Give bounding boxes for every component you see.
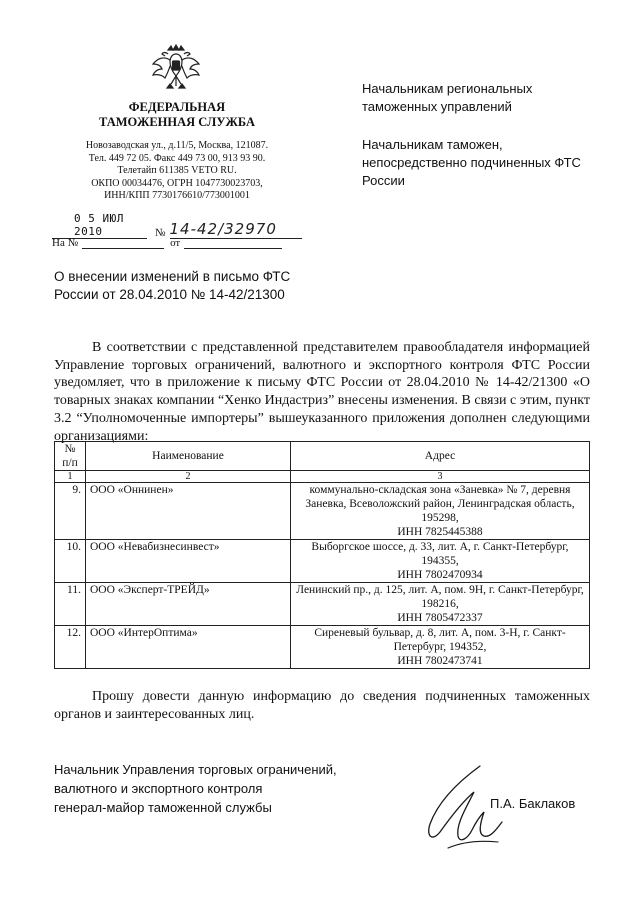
signatory-title-line: валютного и экспортного контроля xyxy=(54,781,263,796)
addressee-regional: Начальникам региональных таможенных управлений xyxy=(362,81,533,114)
letter-body: В соответствии с представленной представителем правообладателя информацией Управление торговых ограничений, валютного и экспортного контроля ФТС России уведомляет, что в приложение к письму ФТС России от 28.04.2010 № 14-42/21300 «О товарных знаках компании “Хенко Индастриз” внесены изменения. В связи с этим, пункт 3.2 “Уполномоченные импортеры” вышеуказанного приложения дополнен следующими организациями: xyxy=(54,340,590,444)
org-inn: ИНН 7802470934 xyxy=(397,569,483,581)
org-address xyxy=(291,626,590,669)
contacts-line: ОКПО 00034476, ОГРН 1047730023703, xyxy=(91,177,263,189)
signer-name: П.А. Баклаков xyxy=(490,796,576,811)
agency-name-line-1: ФЕДЕРАЛЬНАЯ xyxy=(128,100,226,114)
table-row xyxy=(55,583,590,626)
header-name: Наименование xyxy=(86,442,291,471)
ref-date-label: от xyxy=(170,237,181,249)
contacts-line: Новозаводская ул., д.11/5, Москва, 121087. xyxy=(85,140,269,151)
signature-icon xyxy=(418,762,508,860)
contacts-line: Телетайп 611385 VETO RU. xyxy=(117,165,237,176)
registration-line xyxy=(52,212,302,239)
organizations-table xyxy=(54,441,590,669)
org-address-text: Сиреневый бульвар, д. 8, лит. А, пом. 3-Н, г. Санкт-Петербург, 194352, xyxy=(314,627,566,653)
agency-name-line-2: ТАМОЖЕННАЯ СЛУЖБА xyxy=(99,115,255,129)
ref-number-label: На № xyxy=(52,237,79,249)
ref-date-blank xyxy=(184,248,282,249)
org-address-text: коммунально-складская зона «Заневка» № 7, деревня Заневка, Всеволожский район, Ленинградская область, 195298, xyxy=(305,484,575,524)
row-number: 12. xyxy=(55,626,86,669)
agency-name xyxy=(58,100,296,130)
letter-date-stamp: 0 5 ИЮЛ 2010 xyxy=(74,212,124,238)
agency-contacts xyxy=(58,140,296,203)
index-cell: 3 xyxy=(291,471,590,483)
coat-of-arms-icon xyxy=(148,42,204,98)
table-row xyxy=(55,626,590,669)
index-cell: 2 xyxy=(86,471,291,483)
org-address-text: Выборгское шоссе, д. 33, лит. А, г. Санкт-Петербург, 194355, xyxy=(311,541,569,567)
org-address xyxy=(291,540,590,583)
org-name: ООО «Оннинен» xyxy=(86,483,291,540)
table-row xyxy=(55,540,590,583)
row-number: 10. xyxy=(55,540,86,583)
ref-number-blank xyxy=(82,248,164,249)
contacts-line: Тел. 449 72 05. Факс 449 73 00, 913 93 90. xyxy=(88,152,266,164)
row-number: 11. xyxy=(55,583,86,626)
table-index-row xyxy=(55,471,590,483)
table-row xyxy=(55,483,590,540)
org-inn: ИНН 7805472337 xyxy=(397,612,483,624)
table-header-row xyxy=(55,442,590,471)
letter-number: 14-42/32970 xyxy=(169,220,277,238)
header-address: Адрес xyxy=(291,442,590,471)
org-inn: ИНН 7825445388 xyxy=(397,526,483,538)
row-number: 9. xyxy=(55,483,86,540)
org-address xyxy=(291,583,590,626)
index-cell: 1 xyxy=(55,471,86,483)
reference-line xyxy=(52,237,282,249)
org-name: ООО «Невабизнесинвест» xyxy=(86,540,291,583)
signatory-title-line: Начальник Управления торговых ограничений, xyxy=(54,762,337,777)
addressee-customs: Начальникам таможен, непосредственно подчиненных ФТС России xyxy=(362,137,581,188)
signatory-title xyxy=(54,760,374,817)
org-inn: ИНН 7802473741 xyxy=(397,655,483,667)
contacts-line: ИНН/КПП 7730176610/773001001 xyxy=(104,190,250,201)
signatory-title-line: генерал-майор таможенной службы xyxy=(54,800,272,815)
org-address-text: Ленинский пр., д. 125, лит. А, пом. 9Н, г. Санкт-Петербург, 198216, xyxy=(296,584,584,610)
org-address xyxy=(291,483,590,540)
org-name: ООО «ИнтерОптима» xyxy=(86,626,291,669)
header-number: № п/п xyxy=(55,442,86,471)
org-name: ООО «Эксперт-ТРЕЙД» xyxy=(86,583,291,626)
closing-request: Прошу довести данную информацию до сведения подчиненных таможенных органов и заинтересованных лиц. xyxy=(54,689,590,722)
letter-subject: О внесении изменений в письмо ФТС России от 28.04.2010 № 14-42/21300 xyxy=(54,269,291,302)
number-label: № xyxy=(155,227,166,239)
